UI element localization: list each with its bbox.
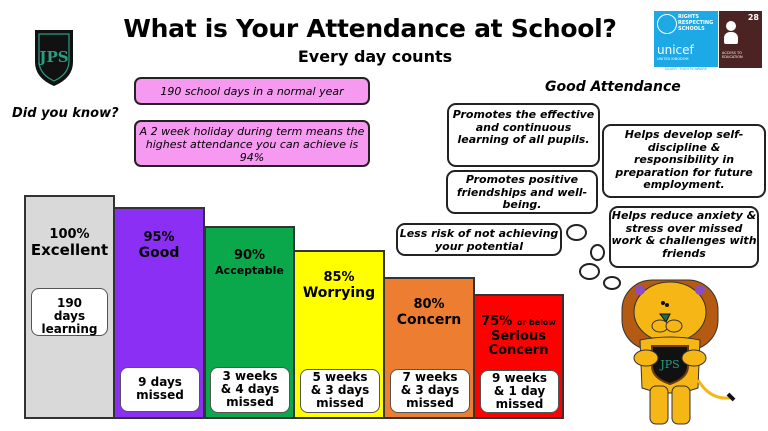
bar-concern: [383, 277, 475, 419]
badge-text: RIGHTS: [678, 14, 700, 20]
badge-text: ACCESS TO: [722, 51, 742, 55]
fact-box: A 2 week holiday during term means the highest attendance you can achieve is 94%: [134, 120, 370, 167]
page-subtitle: Every day counts: [297, 47, 453, 66]
bar-excellent: [24, 195, 115, 419]
bar-percent: 95%: [143, 230, 175, 245]
missed-days-box: 3 weeks & 4 days missed: [210, 367, 290, 413]
bar-percent: 100%: [49, 227, 90, 242]
bar-category: Good: [138, 245, 180, 261]
thought-bubble-icon: [566, 224, 587, 241]
bar-note: or below: [516, 318, 556, 327]
svg-text:JPS: JPS: [39, 48, 69, 66]
bar-good: [113, 207, 205, 419]
badge-text: EDUCATION: [722, 55, 743, 59]
badge-text: SCHOOLS: [678, 26, 705, 32]
child-body-icon: [724, 32, 738, 44]
thought-box: Promotes positive friendships and well-being.: [446, 170, 598, 214]
missed-days-box: 9 weeks & 1 day missed: [480, 370, 559, 413]
lion-mascot-icon: [600, 270, 740, 430]
badge-text: RESPECTING: [678, 20, 714, 26]
bar-category: Serious Concern: [488, 329, 549, 358]
bar-category: Excellent: [30, 241, 109, 259]
bar-percent: 80%: [413, 297, 445, 312]
bar-acceptable: [204, 226, 295, 419]
thought-bubble-icon: [579, 263, 600, 280]
unicef-logo-text: unicef: [657, 43, 694, 57]
thought-box: Helps develop self-discipline & responsibility in preparation for future employment.: [602, 124, 766, 198]
thought-bubble-icon: [590, 244, 605, 261]
did-you-know-label: Did you know?: [12, 106, 119, 121]
page-title: What is Your Attendance at School?: [123, 14, 617, 43]
rights-respecting-badges: [654, 11, 762, 73]
missed-days-box: 9 days missed: [120, 367, 200, 412]
article-28-badge: [719, 11, 762, 68]
child-head-icon: [726, 21, 736, 31]
article-number: 28: [747, 13, 759, 22]
thought-box: Less risk of not achieving your potential: [396, 223, 562, 256]
svg-text:JPS: JPS: [660, 358, 680, 371]
bar-serious-concern: [473, 294, 564, 419]
bar-worrying: [293, 250, 385, 419]
bar-category: Worrying: [302, 285, 376, 301]
missed-days-box: 7 weeks & 3 days missed: [390, 369, 470, 413]
badge-country: UNITED KINGDOM: [657, 57, 689, 61]
missed-days-box: 5 weeks & 3 days missed: [300, 369, 380, 413]
bar-category: Concern: [396, 312, 462, 328]
bar-percent: 85%: [323, 270, 355, 285]
fact-box: 190 school days in a normal year: [134, 77, 370, 105]
thought-box: Helps reduce anxiety & stress over missed work & challenges with friends: [609, 206, 759, 268]
bar-percent: 75%: [481, 314, 513, 329]
missed-days-box: 190 days learning: [31, 288, 108, 336]
unicef-rrs-badge: [654, 11, 718, 73]
badge-award: SILVER - RIGHTS AWARE: [654, 67, 718, 75]
thought-box: Promotes the effective and continuous learning of all pupils.: [447, 103, 600, 167]
school-crest-icon: [33, 28, 75, 88]
bar-category: Acceptable: [215, 264, 284, 277]
children-circle-icon: [657, 14, 677, 34]
bar-percent: 90%: [233, 248, 266, 263]
good-attendance-heading: Good Attendance: [545, 79, 681, 95]
